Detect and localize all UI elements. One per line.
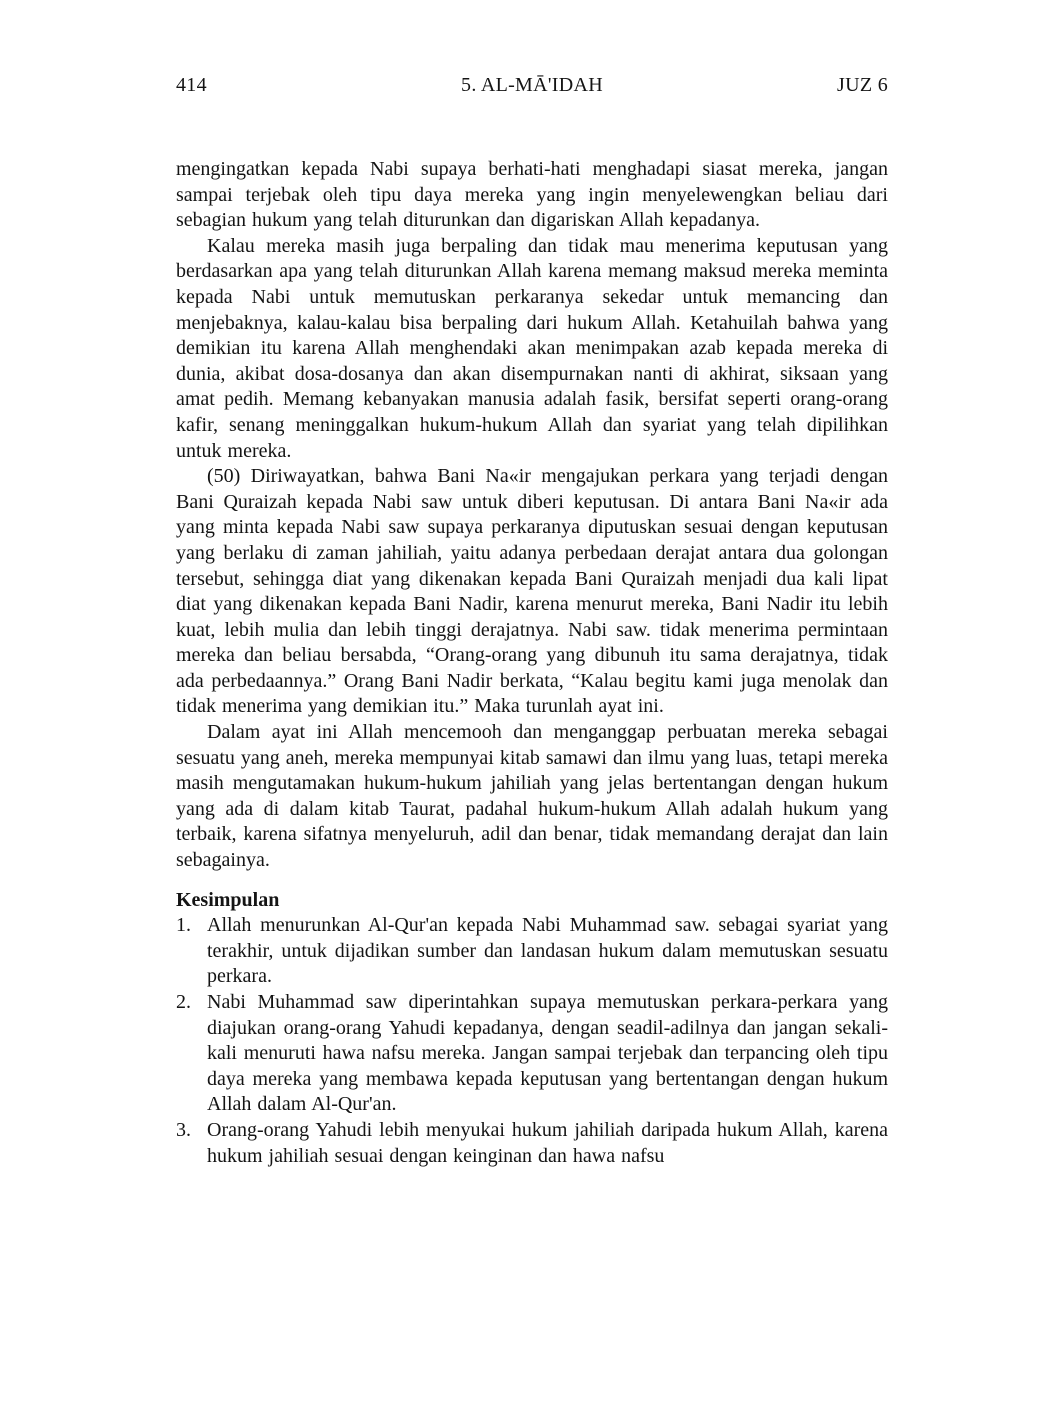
list-number: 1.: [176, 914, 191, 937]
list-text: Orang-orang Yahudi lebih menyukai hukum jahiliah daripada hukum Allah, karena hukum jahiliah sesuai dengan keinginan dan hawa nafsu: [207, 1118, 888, 1167]
paragraph-continuation: mengingatkan kepada Nabi supaya berhati-hati menghadapi siasat mereka, jangan sampai terjebak oleh tipu daya mereka yang ingin menyelewengkan beliau dari sebagian hukum yang telah diturunkan dan digariskan Allah kepadanya.: [176, 158, 888, 232]
kesimpulan-item-3: [176, 1118, 888, 1169]
page-body: [176, 157, 888, 1169]
list-number: 2.: [176, 991, 191, 1013]
paragraph: Dalam ayat ini Allah mencemooh dan menganggap perbuatan mereka sebagai sesuatu yang aneh, mereka mempunyai kitab samawi dan ilmu yang luas, tetapi mereka masih mengutamakan hukum-hukum jahiliah yang jelas bertentangan dengan hukum yang ada di dalam kitab Taurat, padahal hukum-hukum Allah adalah hukum yang terbaik, karena sifatnya menyeluruh, adil dan benar, tidak memandang derajat dan lain sebagainya.: [176, 721, 888, 872]
paragraph-ayat-50: (50) Diriwayatkan, bahwa Bani Na«ir mengajukan perkara yang terjadi dengan Bani Quraizah kepada Nabi saw untuk diberi keputusan. Di antara Bani Na«ir ada yang minta kepada Nabi saw supaya perkaranya diputuskan sesuai dengan keputusan yang berlaku di zaman jahiliah, yaitu adanya perbedaan derajat antara dua golongan tersebut, sehingga diat yang dikenakan kepada Bani Quraizah menjadi dua kali lipat diat yang dikenakan kepada Bani Nadir, karena menurut mereka, Bani Nadir itu lebih kuat, lebih mulia dan lebih tinggi derajatnya. Nabi saw. tidak menerima permintaan mereka dan beliau bersabda, “Orang-orang yang dibunuh itu sama derajatnya, tidak ada perbedaannya.” Orang Bani Nadir berkata, “Kalau begitu kami juga menolak dan tidak menerima yang demikian itu.” Maka turunlah ayat ini.: [176, 465, 888, 718]
page-number: 414: [176, 74, 207, 96]
kesimpulan-item-1: [176, 913, 888, 990]
list-text: Allah menurunkan Al-Qur'an kepada Nabi Muhammad saw. sebagai syariat yang terakhir, untuk dijadikan sumber dan landasan hukum dalam memutuskan sesuatu perkara.: [207, 914, 888, 988]
chapter-title: 5. AL-MĀ'IDAH: [461, 74, 603, 96]
list-number: 3.: [176, 1118, 191, 1141]
kesimpulan-item-2: [176, 990, 888, 1118]
paragraph: Kalau mereka masih juga berpaling dan tidak mau menerima keputusan yang berdasarkan apa yang telah diturunkan Allah karena memang maksud mereka meminta kepada Nabi untuk memutuskan perkaranya sekedar untuk memancing dan menjebaknya, kalau-kalau bisa berpaling dari hukum Allah. Ketahuilah bahwa yang demikian itu karena Allah menghendaki akan menimpakan azab kepada mereka di dunia, akibat dosa-dosanya dan akan disempurnakan nanti di akhirat, siksaan yang amat pedih. Memang kebanyakan manusia adalah fasik, bersifat seperti orang-orang kafir, senang meninggalkan hukum-hukum Allah dan syariat yang telah dipilihkan untuk mereka.: [176, 234, 888, 462]
running-header: [176, 74, 888, 97]
list-text: Nabi Muhammad saw diperintahkan supaya memutuskan perkara-perkara yang diajukan orang-orang Yahudi kepadanya, dengan seadil-adilnya dan jangan sekali-kali menuruti hawa nafsu mereka. Jangan sampai terjebak dan terpancing oleh tipu daya mereka yang membawa kepada keputusan yang bertentangan dengan hukum Allah dalam Al-Qur'an.: [207, 991, 888, 1116]
juz-label: JUZ 6: [837, 74, 888, 96]
kesimpulan-heading: Kesimpulan: [176, 888, 280, 911]
